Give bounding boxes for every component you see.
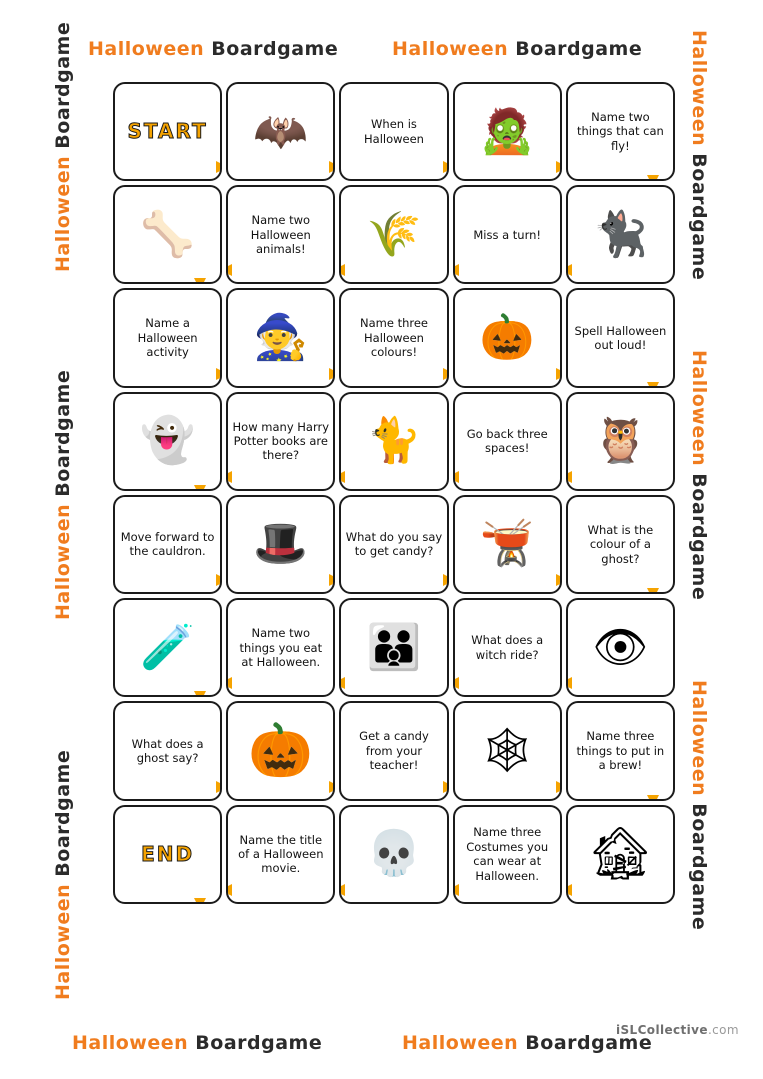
title-top-left [88,38,338,60]
board-cell-c15[interactable] [566,288,675,387]
boardgame-grid [113,82,675,1007]
path-arrow-right [329,368,335,380]
path-arrow-left [339,884,345,896]
board-cell-c30[interactable] [566,598,675,697]
board-cell-c11[interactable] [113,288,222,387]
path-arrow-down [647,175,659,181]
title-word-boardgame: Boardgame [525,1032,653,1054]
title-top-right [392,38,642,60]
title-word-halloween: Halloween [688,680,710,797]
path-arrow-left [226,264,232,276]
path-arrow-left [226,677,232,689]
path-arrow-right [329,574,335,586]
watermark-suffix: .com [707,1023,739,1037]
path-arrow-left [339,677,345,689]
cell-text: Name two things that can fly! [576,110,664,153]
board-cell-c33[interactable] [339,701,448,800]
board-cell-c10[interactable] [566,185,675,284]
title-right-2 [688,350,710,600]
board-cell-c1[interactable] [113,82,222,181]
title-word-halloween: Halloween [392,38,509,60]
eyeball-icon: 👁 [592,621,649,673]
board-cell-c37[interactable] [226,805,335,904]
board-cell-c31[interactable] [113,701,222,800]
title-bottom-left [72,1032,322,1054]
board-cell-c8[interactable] [339,185,448,284]
title-right-1 [688,30,710,280]
cell-text: Name three things to put in a brew! [576,729,665,773]
path-arrow-left [339,471,345,483]
board-cell-c39[interactable] [453,805,562,904]
cell-text: Go back three spaces! [466,426,548,456]
board-cell-c26[interactable] [113,598,222,697]
path-arrow-left [566,264,572,276]
title-word-boardgame: Boardgame [515,38,643,60]
cell-text: Move forward to the cauldron. [120,530,215,559]
title-word-halloween: Halloween [88,38,205,60]
board-cell-c2[interactable] [226,82,335,181]
cell-text: Name the title of a Halloween movie. [238,832,324,876]
board-cell-c35[interactable] [566,701,675,800]
path-arrow-left [453,884,459,896]
cell-text: END [141,841,195,866]
title-word-boardgame: Boardgame [688,803,710,931]
path-arrow-right [556,574,562,586]
title-word-halloween: Halloween [52,503,74,620]
board-cell-c4[interactable] [453,82,562,181]
board-cell-c29[interactable] [453,598,562,697]
path-arrow-down [194,898,206,904]
title-word-boardgame: Boardgame [688,473,710,601]
path-arrow-right [556,368,562,380]
board-cell-c24[interactable] [453,495,562,594]
cell-text: Miss a turn! [473,227,542,242]
path-arrow-right [443,781,449,793]
path-arrow-right [443,368,449,380]
title-right-3 [688,680,710,930]
board-cell-c14[interactable] [453,288,562,387]
skull-icon: 💀 [366,828,422,880]
cell-text: When is Halloween [364,117,424,146]
cell-text: Spell Halloween out loud! [574,323,667,353]
board-cell-c12[interactable] [226,288,335,387]
board-cell-c7[interactable] [226,185,335,284]
cell-text: What do you say to get candy? [345,530,443,559]
board-cell-c5[interactable] [566,82,675,181]
cell-text: What does a witch ride? [471,633,544,662]
path-arrow-down [194,485,206,491]
path-arrow-down [194,691,206,697]
boy-black-cat-icon: 🐈‍⬛ [592,208,648,260]
wizard-hat-icon: 🎩 [253,518,309,570]
board-cell-c6[interactable] [113,185,222,284]
potion-bottle-icon: 🧪 [140,621,195,673]
board-cell-c40[interactable] [566,805,675,904]
board-cell-c28[interactable] [339,598,448,697]
bat-icon: 🦇 [253,105,309,157]
board-cell-c27[interactable] [226,598,335,697]
title-word-halloween: Halloween [688,30,710,147]
path-arrow-right [329,781,335,793]
mummy-icon: 🦴 [140,208,195,260]
board-cell-c34[interactable] [453,701,562,800]
black-cat-icon: 🐈 [366,415,422,467]
title-word-halloween: Halloween [52,883,74,1000]
cell-text: Get a candy from your teacher! [359,729,429,773]
title-word-boardgame: Boardgame [195,1032,323,1054]
cell-text: Name two things you eat at Halloween. [239,626,323,669]
title-left-2 [52,370,74,620]
title-word-halloween: Halloween [402,1032,519,1054]
board-cell-c20[interactable] [566,392,675,491]
board-cell-c16[interactable] [113,392,222,491]
path-arrow-right [443,161,449,173]
cell-text: Name three Halloween colours! [359,316,428,360]
cell-text: What is the colour of a ghost? [587,522,654,566]
path-arrow-right [329,161,335,173]
path-arrow-left [226,471,232,483]
cell-text: How many Harry Potter books are there? [232,419,330,463]
title-word-boardgame: Boardgame [52,369,74,497]
path-arrow-left [453,471,459,483]
path-arrow-left [566,884,572,896]
watermark [616,1023,739,1037]
board-cell-c19[interactable] [453,392,562,491]
witch-boy-icon: 🧙 [253,312,309,364]
path-arrow-left [453,264,459,276]
title-word-halloween: Halloween [52,155,74,272]
title-left-3 [52,750,74,1000]
path-arrow-right [556,781,562,793]
title-word-boardgame: Boardgame [688,153,710,281]
board-cell-c17[interactable] [226,392,335,491]
haunted-house-icon: 🏚 [587,824,654,885]
owl-icon: 🦉 [592,415,648,467]
ghost-icon: 👻 [140,415,195,467]
path-arrow-down [647,588,659,594]
board-cell-c38[interactable] [339,805,448,904]
cell-text: Name two Halloween animals! [250,213,311,257]
board-cell-c36[interactable] [113,805,222,904]
title-left-1 [52,22,74,272]
path-arrow-down [647,382,659,388]
girl-pumpkin-icon: 🎃 [479,312,535,364]
path-arrow-right [216,161,222,173]
title-word-halloween: Halloween [688,350,710,467]
board-cell-c9[interactable] [453,185,562,284]
path-arrow-right [216,781,222,793]
path-arrow-left [453,677,459,689]
title-word-halloween: Halloween [72,1032,189,1054]
board-cell-c18[interactable] [339,392,448,491]
costume-kids-icon: 👪 [366,621,422,673]
path-arrow-down [647,795,659,801]
board-cell-c23[interactable] [339,495,448,594]
path-arrow-left [566,471,572,483]
watermark-brand: iSLCollective [616,1023,708,1037]
board-cell-c21[interactable] [113,495,222,594]
frankenstein-icon: 🧟 [479,105,535,157]
board-cell-c32[interactable] [226,701,335,800]
title-word-boardgame: Boardgame [211,38,339,60]
path-arrow-right [443,574,449,586]
title-word-boardgame: Boardgame [52,749,74,877]
path-arrow-right [216,368,222,380]
path-arrow-left [226,884,232,896]
board-cell-c22[interactable] [226,495,335,594]
board-cell-c13[interactable] [339,288,448,387]
path-arrow-left [339,264,345,276]
cell-text: Name a Halloween activity [137,316,198,360]
board-cell-c25[interactable] [566,495,675,594]
path-arrow-right [556,161,562,173]
title-word-boardgame: Boardgame [52,21,74,149]
title-bottom-right [402,1032,652,1054]
path-arrow-down [194,278,206,284]
jack-o-lantern-icon: 🎃 [248,720,314,781]
cauldron-icon: 🫕 [479,518,535,570]
path-arrow-right [216,574,222,586]
path-arrow-left [566,677,572,689]
spider-web-icon: 🕸 [479,724,536,776]
board-cell-c3[interactable] [339,82,448,181]
cell-text: What does a ghost say? [131,736,204,765]
cell-text: Name three Costumes you can wear at Halloween. [466,825,549,883]
cell-text: START [127,119,208,144]
scarecrow-icon: 🌾 [366,208,422,260]
